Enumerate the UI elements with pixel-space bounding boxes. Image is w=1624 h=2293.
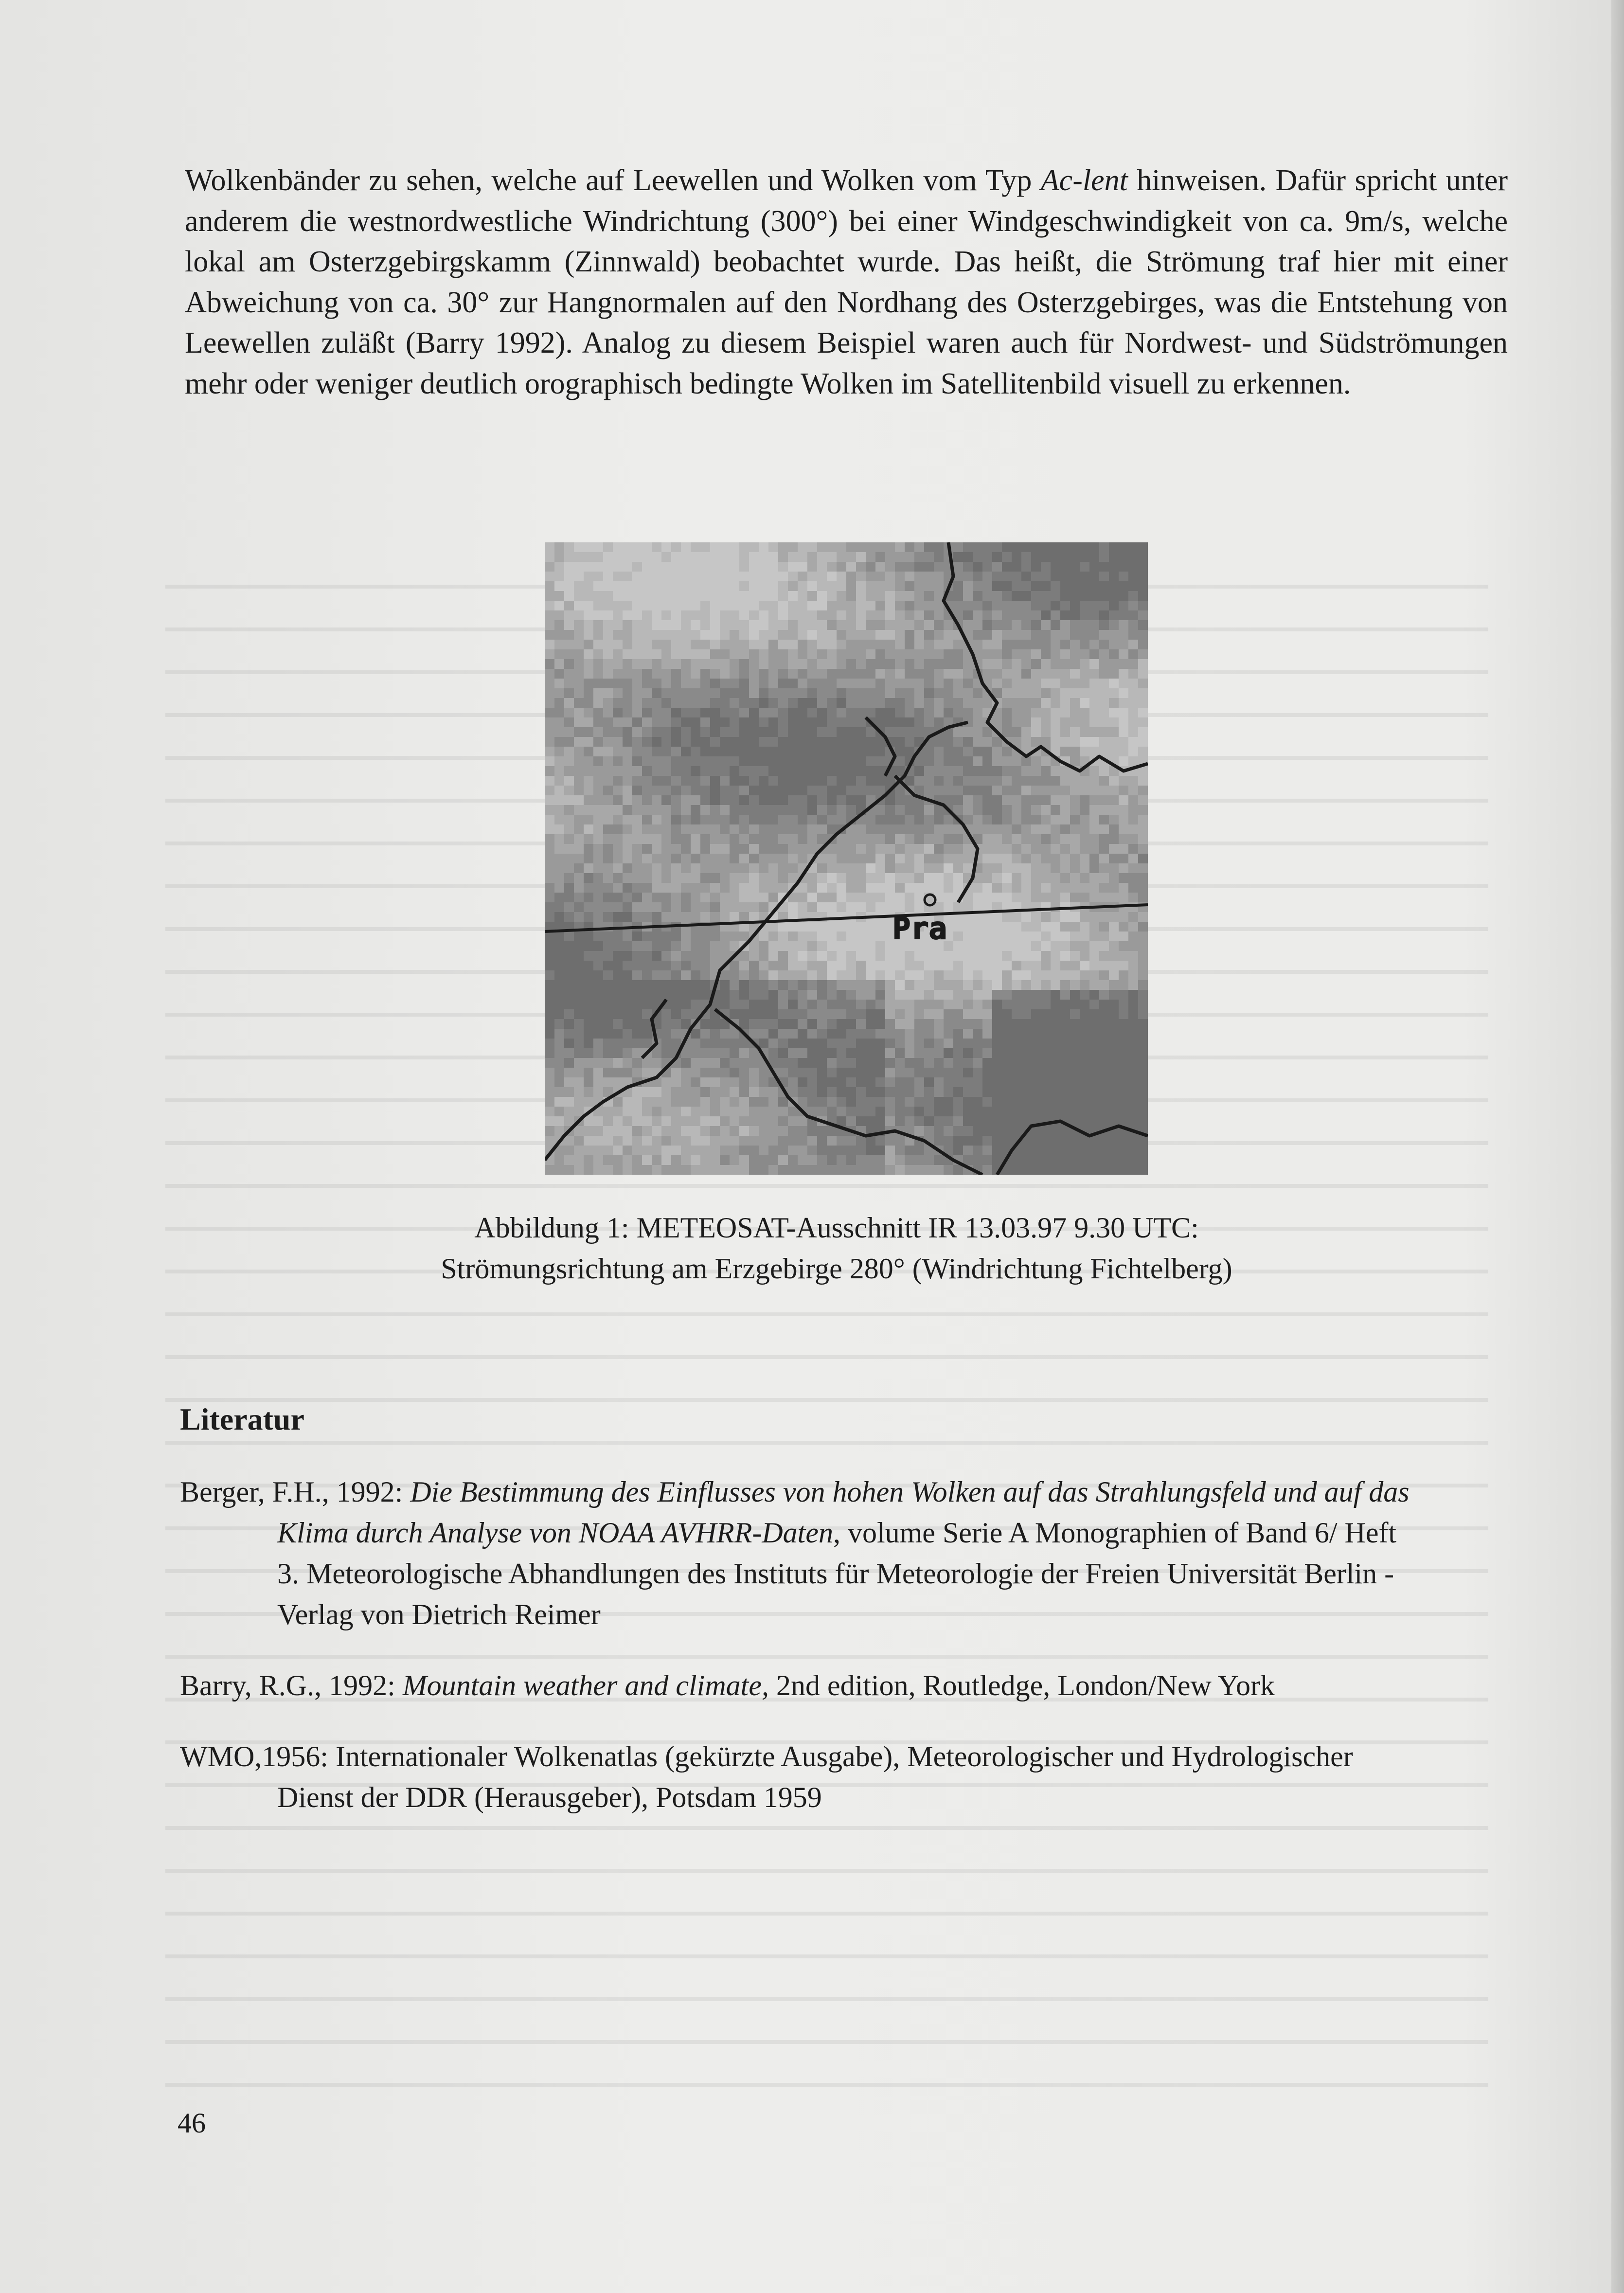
body-text-part: hinweisen. Dafür spricht unter anderem die westnordwestliche Windrichtung (300°) bei einer Windgeschwindigkeit von ca. 9m/s, welche lokal am Osterzgebirgskamm (Zinnwald) beobachtet wurde. Das heißt, die Strömung traf hier mit einer Abweichung von ca. 30° zur Hangnormalen auf den Nordhang des Osterzgebirges, was die Entstehung von Leewellen zuläßt (Barry 1992). Analog zu diesem Beispiel waren auch für Nordwest- und Südströmungen mehr oder weniger deutlich orographisch bedingte Wolken im Satellitenbild visuell zu erkennen. (185, 164, 1508, 400)
figure-caption (292, 1207, 1381, 1289)
reference-entry (180, 1471, 1425, 1635)
body-text-part: Wolkenbänder zu sehen, welche auf Leewellen und Wolken vom Typ (185, 164, 1041, 197)
satellite-map (545, 542, 1148, 1175)
page-edge-shadow (1611, 0, 1624, 2293)
reference-entry (180, 1736, 1425, 1818)
page-number: 46 (178, 2107, 206, 2139)
caption-line-2: Strömungsrichtung am Erzgebirge 280° (Windrichtung Fichtelberg) (441, 1253, 1232, 1285)
reference-title: Mountain weather and climate, (402, 1669, 769, 1702)
literature-heading: Literatur (180, 1402, 304, 1436)
reference-details: 2nd edition, Routledge, London/New York (768, 1669, 1275, 1702)
cloud-cells (545, 542, 1148, 1175)
body-text-italic: Ac-lent (1040, 164, 1128, 197)
caption-line-1: Abbildung 1: METEOSAT-Ausschnitt IR 13.03.97 9.30 UTC: (474, 1212, 1199, 1244)
map-city-label: Pra (892, 911, 947, 946)
reference-author: Berger, F.H., 1992: (180, 1476, 410, 1508)
reference-title: Die Bestimmung des Einflusses von hohen Wolken auf das Strahlungsfeld und auf das Klima durch Analyse von NOAA AVHRR-Daten (277, 1476, 1410, 1549)
reference-details: , volume Serie A Monographien of Band 6/ Heft 3. Meteorologische Abhandlungen des Instituts für Meteorologie der Freien Universität Berlin - Verlag von Dietrich Reimer (277, 1517, 1397, 1630)
reference-list (180, 1471, 1425, 1848)
body-paragraph (185, 161, 1508, 404)
satellite-image (545, 542, 1148, 1175)
reference-author: WMO,1956: Internationaler Wolkenatlas (gekürzte Ausgabe), Meteorologischer und Hydrologischer Dienst der DDR (Herausgeber), Potsdam 1959 (180, 1740, 1353, 1813)
reference-author: Barry, R.G., 1992: (180, 1669, 403, 1702)
reference-entry (180, 1665, 1425, 1706)
